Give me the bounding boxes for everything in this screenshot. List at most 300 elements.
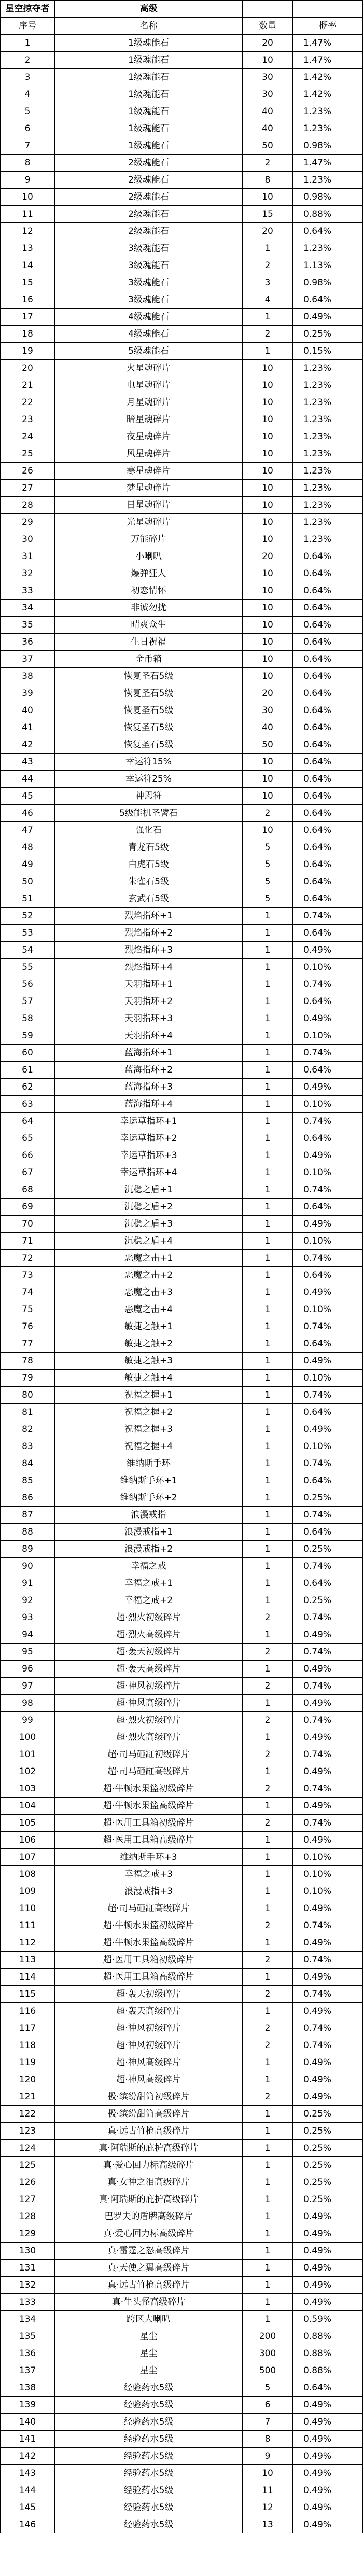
cell-no: 135: [1, 2328, 55, 2345]
cell-no: 68: [1, 1181, 55, 1199]
cell-no: 139: [1, 2397, 55, 2414]
cell-rate: 0.74%: [293, 1644, 363, 1661]
cell-name: 3级魂能石: [55, 291, 243, 309]
cell-name: 祝福之握+4: [55, 1438, 243, 1455]
table-row: [1, 223, 363, 240]
cell-rate: 0.49%: [293, 1900, 363, 1917]
cell-no: 125: [1, 2157, 55, 2174]
table-row: [1, 942, 363, 959]
table-row: [1, 2328, 363, 2345]
cell-rate: 1.47%: [293, 52, 363, 69]
table-row: [1, 172, 363, 189]
cell-qty: 1: [243, 925, 293, 942]
table-row: [1, 1130, 363, 1147]
table-row: [1, 1952, 363, 1969]
cell-qty: 10: [243, 651, 293, 668]
cell-qty: 50: [243, 736, 293, 754]
cell-rate: 0.64%: [293, 582, 363, 600]
header-rate: 概率: [293, 18, 363, 35]
cell-rate: 0.10%: [293, 1096, 363, 1113]
table-row: [1, 86, 363, 103]
cell-name: 青龙石5级: [55, 839, 243, 856]
cell-name: 恢复圣石5级: [55, 668, 243, 685]
cell-rate: 0.49%: [293, 942, 363, 959]
cell-rate: 0.49%: [293, 1695, 363, 1712]
cell-name: 天羽指环+4: [55, 1027, 243, 1045]
cell-rate: 1.23%: [293, 377, 363, 394]
cell-rate: 0.25%: [293, 326, 363, 343]
cell-no: 112: [1, 1934, 55, 1952]
cell-qty: 1: [243, 1216, 293, 1233]
cell-no: 67: [1, 1164, 55, 1181]
cell-rate: 0.74%: [293, 1558, 363, 1575]
header-qty: 数量: [243, 18, 293, 35]
table-row: [1, 1815, 363, 1832]
table-row: [1, 2123, 363, 2140]
cell-qty: 1: [243, 1130, 293, 1147]
cell-name: 维纳斯手环: [55, 1455, 243, 1472]
cell-name: 烈焰指环+1: [55, 908, 243, 925]
cell-rate: 0.49%: [293, 1216, 363, 1233]
cell-name: 超·神风初级碎片: [55, 1678, 243, 1695]
table-row: [1, 2003, 363, 2020]
cell-name: 祝福之握+1: [55, 1387, 243, 1404]
cell-qty: 10: [243, 582, 293, 600]
cell-rate: 0.74%: [293, 1917, 363, 1934]
cell-rate: 0.64%: [293, 668, 363, 685]
cell-name: 超·烈火高级碎片: [55, 1729, 243, 1746]
cell-qty: 1: [243, 1387, 293, 1404]
cell-rate: 0.74%: [293, 1815, 363, 1832]
cell-rate: 1.23%: [293, 531, 363, 548]
cell-rate: 0.10%: [293, 1438, 363, 1455]
table-row: [1, 1335, 363, 1353]
cell-rate: 0.88%: [293, 2328, 363, 2345]
table-row: [1, 1934, 363, 1952]
cell-no: 119: [1, 2054, 55, 2071]
cell-name: 敏捷之触+2: [55, 1335, 243, 1353]
table-row: [1, 1250, 363, 1267]
cell-no: 62: [1, 1079, 55, 1096]
cell-no: 134: [1, 2311, 55, 2328]
cell-rate: 0.49%: [293, 1079, 363, 1096]
cell-rate: 0.88%: [293, 2362, 363, 2379]
cell-rate: 0.49%: [293, 2071, 363, 2088]
cell-qty: 10: [243, 565, 293, 582]
cell-name: 超·牛顿水果篮初级碎片: [55, 1780, 243, 1798]
table-row: [1, 1729, 363, 1746]
cell-rate: 0.74%: [293, 908, 363, 925]
cell-name: 浪漫戒指+2: [55, 1541, 243, 1558]
table-row: [1, 52, 363, 69]
cell-name: 经验药水5级: [55, 2414, 243, 2431]
cell-qty: 1: [243, 343, 293, 360]
cell-rate: 0.59%: [293, 2311, 363, 2328]
table-row: [1, 1421, 363, 1438]
cell-name: 1级魂能石: [55, 120, 243, 137]
table-row: [1, 993, 363, 1010]
cell-name: 3级魂能石: [55, 257, 243, 274]
cell-rate: 0.64%: [293, 1335, 363, 1353]
cell-rate: 0.10%: [293, 1027, 363, 1045]
table-row: [1, 771, 363, 788]
cell-no: 130: [1, 2243, 55, 2260]
table-row: [1, 155, 363, 172]
cell-name: 3级魂能石: [55, 240, 243, 257]
cell-no: 45: [1, 788, 55, 805]
cell-name: 恢复圣石5级: [55, 719, 243, 736]
table-row: [1, 1233, 363, 1250]
cell-name: 暗星魂碎片: [55, 411, 243, 428]
table-row: [1, 1746, 363, 1763]
cell-rate: 1.23%: [293, 240, 363, 257]
cell-qty: 1: [243, 1062, 293, 1079]
cell-name: 月星魂碎片: [55, 394, 243, 411]
cell-qty: 1: [243, 959, 293, 976]
table-row: [1, 2174, 363, 2191]
table-row: [1, 1096, 363, 1113]
table-row: [1, 514, 363, 531]
cell-no: 103: [1, 1780, 55, 1798]
cell-name: 非诚勿扰: [55, 600, 243, 617]
cell-name: 巴罗夫的盾牌高级碎片: [55, 2208, 243, 2225]
cell-rate: 0.49%: [293, 2054, 363, 2071]
cell-rate: 0.74%: [293, 1712, 363, 1729]
cell-name: 超·神风初级碎片: [55, 2037, 243, 2054]
cell-qty: 1: [243, 1353, 293, 1370]
cell-rate: 0.10%: [293, 1866, 363, 1883]
cell-no: 79: [1, 1370, 55, 1387]
cell-name: 1级魂能石: [55, 35, 243, 52]
cell-no: 144: [1, 2482, 55, 2499]
table-row: [1, 2362, 363, 2379]
cell-qty: 1: [243, 1147, 293, 1164]
cell-name: 幸运草指环+2: [55, 1130, 243, 1147]
cell-qty: 1: [243, 1421, 293, 1438]
cell-no: 118: [1, 2037, 55, 2054]
cell-qty: 10: [243, 377, 293, 394]
cell-rate: 0.25%: [293, 1541, 363, 1558]
cell-rate: 0.74%: [293, 1387, 363, 1404]
cell-name: 烈焰指环+2: [55, 925, 243, 942]
cell-no: 102: [1, 1763, 55, 1780]
cell-rate: 0.74%: [293, 2020, 363, 2037]
cell-rate: 0.25%: [293, 2140, 363, 2157]
cell-rate: 0.49%: [293, 1661, 363, 1678]
cell-qty: 1: [243, 1370, 293, 1387]
cell-no: 108: [1, 1866, 55, 1883]
cell-rate: 0.74%: [293, 1952, 363, 1969]
cell-qty: 1: [243, 1507, 293, 1524]
cell-name: 超·牛顿水果篮高级碎片: [55, 1798, 243, 1815]
cell-no: 90: [1, 1558, 55, 1575]
cell-qty: 1: [243, 1729, 293, 1746]
cell-rate: 1.42%: [293, 69, 363, 86]
table-row: [1, 702, 363, 719]
cell-no: 39: [1, 685, 55, 702]
cell-no: 34: [1, 600, 55, 617]
cell-qty: 5: [243, 2379, 293, 2397]
cell-rate: 0.25%: [293, 2123, 363, 2140]
cell-qty: 6: [243, 2397, 293, 2414]
cell-name: 敏捷之触+1: [55, 1318, 243, 1335]
cell-rate: 1.23%: [293, 514, 363, 531]
cell-rate: 0.49%: [293, 2225, 363, 2243]
table-row: [1, 1695, 363, 1712]
table-row: [1, 2482, 363, 2499]
cell-name: 沉稳之盾+3: [55, 1216, 243, 1233]
cell-qty: 2: [243, 257, 293, 274]
cell-qty: 1: [243, 2003, 293, 2020]
table-row: [1, 445, 363, 463]
cell-name: 沉稳之盾+2: [55, 1199, 243, 1216]
cell-rate: 0.49%: [293, 2397, 363, 2414]
table-row: [1, 1404, 363, 1421]
cell-rate: 1.23%: [293, 463, 363, 480]
cell-qty: 1: [243, 1267, 293, 1284]
cell-name: 浪漫戒指+3: [55, 1883, 243, 1900]
cell-no: 65: [1, 1130, 55, 1147]
cell-name: 日星魂碎片: [55, 497, 243, 514]
cell-rate: 0.74%: [293, 1780, 363, 1798]
cell-rate: 0.64%: [293, 634, 363, 651]
cell-name: 蓝海指环+3: [55, 1079, 243, 1096]
cell-rate: 1.23%: [293, 360, 363, 377]
cell-no: 40: [1, 702, 55, 719]
cell-no: 42: [1, 736, 55, 754]
cell-rate: 0.10%: [293, 1370, 363, 1387]
cell-rate: 0.64%: [293, 736, 363, 754]
cell-rate: 0.10%: [293, 1233, 363, 1250]
cell-no: 104: [1, 1798, 55, 1815]
cell-rate: 0.74%: [293, 1181, 363, 1199]
cell-no: 88: [1, 1524, 55, 1541]
table-row: [1, 1353, 363, 1370]
cell-rate: 0.64%: [293, 771, 363, 788]
cell-no: 58: [1, 1010, 55, 1027]
cell-qty: 10: [243, 617, 293, 634]
cell-no: 61: [1, 1062, 55, 1079]
table-row: [1, 685, 363, 702]
cell-qty: 10: [243, 514, 293, 531]
cell-rate: 0.49%: [293, 2465, 363, 2482]
cell-no: 5: [1, 103, 55, 120]
cell-qty: 2: [243, 2037, 293, 2054]
cell-qty: 5: [243, 839, 293, 856]
table-row: [1, 548, 363, 565]
cell-no: 77: [1, 1335, 55, 1353]
cell-name: 经验药水5级: [55, 2448, 243, 2465]
cell-rate: 0.49%: [293, 2431, 363, 2448]
table-row: [1, 120, 363, 137]
table-row: [1, 925, 363, 942]
cell-name: 5级能机圣譬石: [55, 805, 243, 822]
cell-qty: 9: [243, 2448, 293, 2465]
cell-rate: 0.64%: [293, 1472, 363, 1489]
cell-rate: 0.49%: [293, 2003, 363, 2020]
cell-name: 蓝海指环+1: [55, 1045, 243, 1062]
cell-no: 48: [1, 839, 55, 856]
cell-rate: 0.64%: [293, 1267, 363, 1284]
table-row: [1, 1541, 363, 1558]
cell-qty: 1: [243, 1969, 293, 1986]
cell-qty: 2: [243, 1986, 293, 2003]
table-row: [1, 908, 363, 925]
cell-no: 43: [1, 754, 55, 771]
table-row: [1, 2140, 363, 2157]
table-row: [1, 2225, 363, 2243]
table-row: [1, 1575, 363, 1592]
cell-qty: 10: [243, 411, 293, 428]
cell-rate: 0.10%: [293, 1849, 363, 1866]
cell-no: 7: [1, 137, 55, 155]
table-row: [1, 1780, 363, 1798]
cell-qty: 1: [243, 2294, 293, 2311]
table-row: [1, 35, 363, 52]
cell-name: 恶魔之击+2: [55, 1267, 243, 1284]
cell-qty: 10: [243, 360, 293, 377]
cell-name: 神恩符: [55, 788, 243, 805]
cell-no: 133: [1, 2294, 55, 2311]
cell-name: 超·医用工具箱初级碎片: [55, 1815, 243, 1832]
cell-no: 9: [1, 172, 55, 189]
cell-qty: 1: [243, 1045, 293, 1062]
table-row: [1, 1147, 363, 1164]
cell-name: 生日祝福: [55, 634, 243, 651]
cell-rate: 0.64%: [293, 223, 363, 240]
cell-qty: 1: [243, 309, 293, 326]
cell-no: 18: [1, 326, 55, 343]
cell-qty: 10: [243, 754, 293, 771]
cell-qty: 1: [243, 240, 293, 257]
cell-no: 114: [1, 1969, 55, 1986]
cell-qty: 1: [243, 2277, 293, 2294]
table-row: [1, 822, 363, 839]
cell-qty: 10: [243, 668, 293, 685]
cell-rate: 0.98%: [293, 274, 363, 291]
cell-qty: 7: [243, 2414, 293, 2431]
cell-name: 星尘: [55, 2345, 243, 2362]
table-row: [1, 668, 363, 685]
cell-qty: 50: [243, 137, 293, 155]
table-row: [1, 1507, 363, 1524]
cell-rate: 0.49%: [293, 1353, 363, 1370]
table-row: [1, 480, 363, 497]
cell-name: 蓝海指环+4: [55, 1096, 243, 1113]
table-row: [1, 1883, 363, 1900]
cell-rate: 0.64%: [293, 702, 363, 719]
cell-rate: 0.64%: [293, 548, 363, 565]
cell-qty: 40: [243, 719, 293, 736]
table-row: [1, 1472, 363, 1489]
table-row: [1, 394, 363, 411]
cell-no: 14: [1, 257, 55, 274]
cell-no: 127: [1, 2191, 55, 2208]
sheet-category: 高级: [55, 1, 243, 18]
cell-rate: 0.74%: [293, 1507, 363, 1524]
table-row: [1, 1370, 363, 1387]
cell-qty: 10: [243, 52, 293, 69]
cell-no: 140: [1, 2414, 55, 2431]
table-row: [1, 1849, 363, 1866]
cell-name: 超·神风高级碎片: [55, 2054, 243, 2071]
title-row: [1, 1, 363, 18]
title-blank-rate: [293, 1, 363, 18]
table-row: [1, 1969, 363, 1986]
cell-qty: 1: [243, 1096, 293, 1113]
cell-no: 74: [1, 1284, 55, 1301]
cell-name: 1级魂能石: [55, 103, 243, 120]
cell-name: 祝福之握+3: [55, 1421, 243, 1438]
cell-qty: 1: [243, 1335, 293, 1353]
cell-no: 57: [1, 993, 55, 1010]
cell-qty: 1: [243, 1832, 293, 1849]
header-row: [1, 18, 363, 35]
table-row: [1, 1318, 363, 1335]
cell-name: 梦星魂碎片: [55, 480, 243, 497]
table-row: [1, 274, 363, 291]
cell-name: 超·司马砸缸高级碎片: [55, 1900, 243, 1917]
cell-no: 3: [1, 69, 55, 86]
table-row: [1, 617, 363, 634]
cell-rate: 0.49%: [293, 309, 363, 326]
table-row: [1, 1301, 363, 1318]
cell-rate: 1.47%: [293, 35, 363, 52]
cell-no: 99: [1, 1712, 55, 1729]
cell-qty: 10: [243, 394, 293, 411]
cell-rate: 0.74%: [293, 1045, 363, 1062]
cell-rate: 0.74%: [293, 1318, 363, 1335]
cell-name: 超·烈火初级碎片: [55, 1609, 243, 1626]
table-row: [1, 497, 363, 514]
cell-name: 恢复圣石5级: [55, 736, 243, 754]
cell-name: 白虎石5级: [55, 856, 243, 873]
cell-name: 浪漫戒指: [55, 1507, 243, 1524]
cell-rate: 1.23%: [293, 480, 363, 497]
cell-rate: 1.47%: [293, 155, 363, 172]
cell-qty: 1: [243, 1250, 293, 1267]
cell-qty: 2: [243, 1644, 293, 1661]
cell-rate: 0.74%: [293, 1746, 363, 1763]
cell-qty: 15: [243, 206, 293, 223]
cell-rate: 0.64%: [293, 754, 363, 771]
cell-name: 跨区大喇叭: [55, 2311, 243, 2328]
table-row: [1, 2020, 363, 2037]
cell-rate: 0.64%: [293, 822, 363, 839]
cell-no: 22: [1, 394, 55, 411]
cell-rate: 0.64%: [293, 291, 363, 309]
cell-no: 25: [1, 445, 55, 463]
cell-qty: 1: [243, 2106, 293, 2123]
cell-no: 59: [1, 1027, 55, 1045]
cell-rate: 0.64%: [293, 890, 363, 908]
cell-no: 27: [1, 480, 55, 497]
table-row: [1, 634, 363, 651]
cell-name: 真·阿瑞斯的庇护高级碎片: [55, 2191, 243, 2208]
cell-name: 风星魂碎片: [55, 445, 243, 463]
cell-name: 真·天使之翼高级碎片: [55, 2260, 243, 2277]
cell-no: 91: [1, 1575, 55, 1592]
cell-name: 万能碎片: [55, 531, 243, 548]
cell-no: 1: [1, 35, 55, 52]
cell-rate: 1.23%: [293, 445, 363, 463]
cell-name: 2级魂能石: [55, 189, 243, 206]
cell-qty: 10: [243, 771, 293, 788]
cell-name: 经验药水5级: [55, 2482, 243, 2499]
table-row: [1, 257, 363, 274]
cell-no: 145: [1, 2499, 55, 2516]
cell-name: 超·医用工具箱高级碎片: [55, 1832, 243, 1849]
